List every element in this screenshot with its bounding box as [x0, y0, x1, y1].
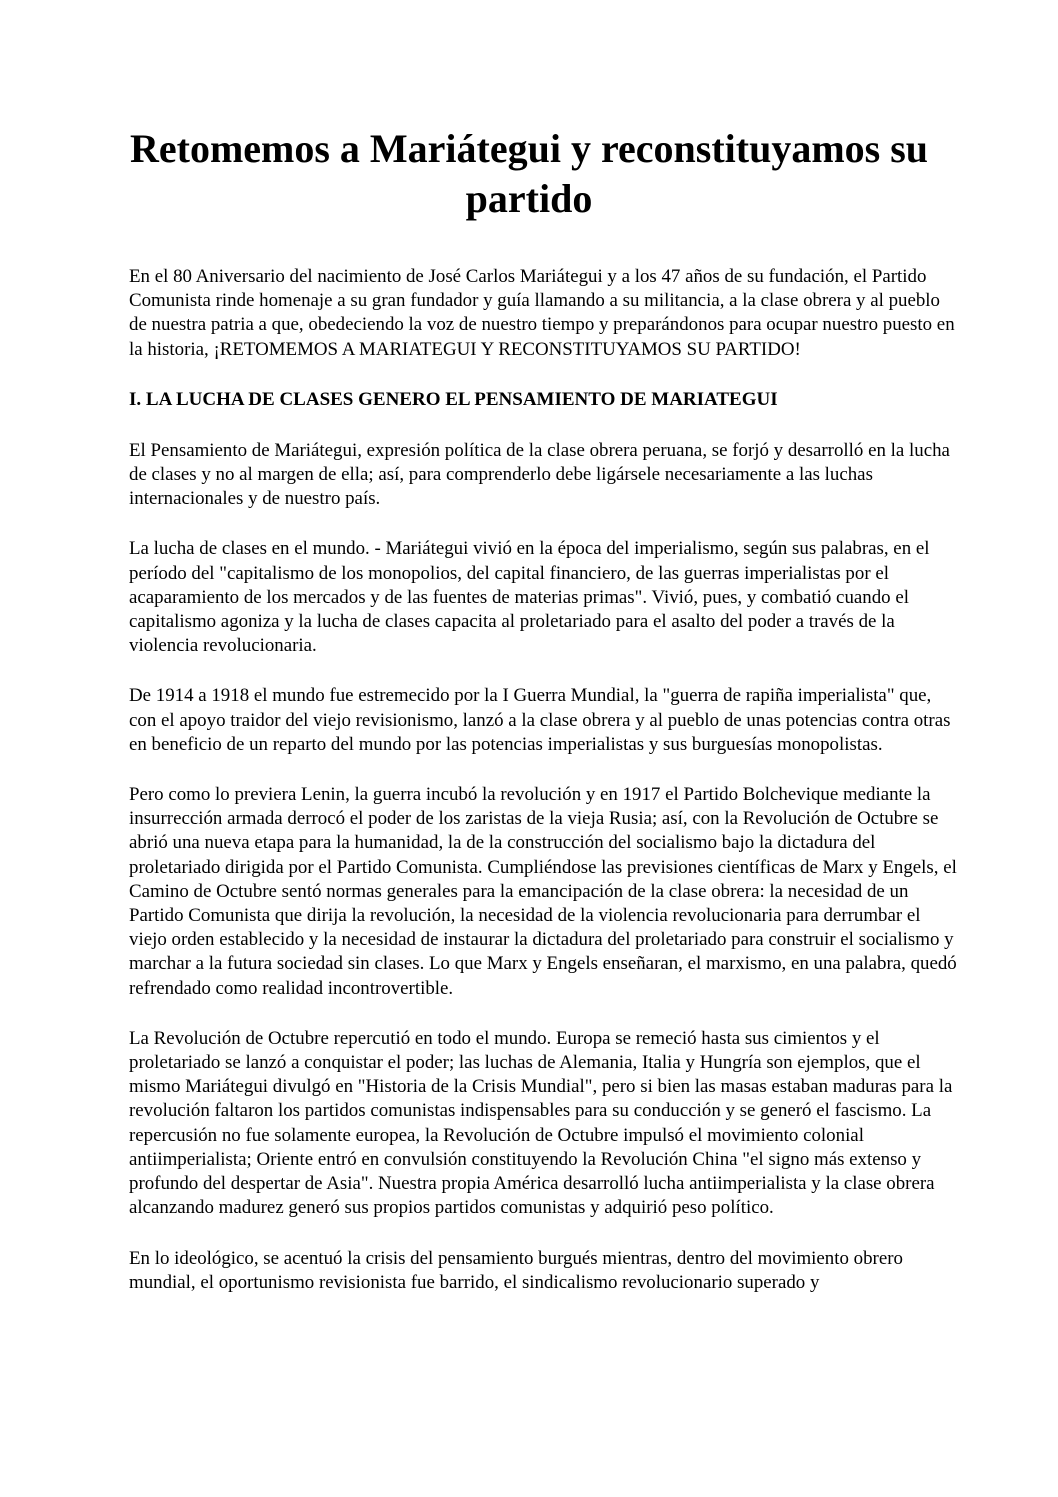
paragraph-pensamiento: El Pensamiento de Mariátegui, expresión política de la clase obrera peruana, se forjó y desarrolló en la lucha de clases y no al margen de ella; así, para comprenderlo debe ligársele necesariamente a las luchas internacionales y de nuestro país.: [129, 439, 950, 510]
paragraph-repercusion: La Revolución de Octubre repercutió en todo el mundo. Europa se remeció hasta sus cimientos y el proletariado se lanzó a conquistar el poder; las luchas de Alemania, Italia y Hungría son ejemplos, que el mismo Mariátegui divulgó en "Historia de la Crisis Mundial", pero si bien las masas estaban maduras para la revolución faltaron los partidos comunistas indispensables para su conducción y se generó el fascismo. La repercusión no fue solamente europea, la Revolución de Octubre impulsó el movimiento colonial antiimperialista; Oriente entró en convulsión constituyendo la Revolución China "el signo más extenso y profundo del despertar de Asia". Nuestra propia América desarrolló lucha antiimperialista y la clase obrera alcanzando madurez generó sus propios partidos comunistas y adquirió peso político.: [129, 1027, 953, 1219]
document-body: [129, 265, 957, 1321]
section-heading: I. LA LUCHA DE CLASES GENERO EL PENSAMIENTO DE MARIATEGUI: [129, 388, 778, 410]
paragraph-lucha-mundo: La lucha de clases en el mundo. - Mariátegui vivió en la época del imperialismo, según sus palabras, en el período del "capitalismo de los monopolios, del capital financiero, de las guerras imperialistas por el acaparamiento de los mercados y de las fuentes de materias primas". Vivió, pues, y combatió cuando el capitalismo agoniza y la lucha de clases capacita al proletariado para el asalto del poder a través de la violencia revolucionaria.: [129, 538, 930, 657]
document-title: Retomemos a Mariátegui y reconstituyamos su partido: [129, 126, 929, 221]
intro-paragraph: En el 80 Aniversario del nacimiento de José Carlos Mariátegui y a los 47 años de su fundación, el Partido Comunista rinde homenaje a su gran fundador y guía llamando a su militancia, a la clase obrera y al pueblo de nuestra patria a que, obedeciendo la voz de nuestro tiempo y preparándonos para ocupar nuestro puesto en la historia, ¡RETOMEMOS A MARIATEGUI Y RECONSTITUYAMOS SU PARTIDO!: [129, 266, 955, 360]
paragraph-ideologico: En lo ideológico, se acentuó la crisis del pensamiento burgués mientras, dentro del movimiento obrero mundial, el oportunismo revisionista fue barrido, el sindicalismo revolucionario superado y: [129, 1247, 903, 1293]
paragraph-guerra-mundial: De 1914 a 1918 el mundo fue estremecido por la I Guerra Mundial, la "guerra de rapiña imperialista" que, con el apoyo traidor del viejo revisionismo, lanzó a la clase obrera y al pueblo de unas potencias contra otras en beneficio de un reparto del mundo por las potencias imperialistas y sus burguesías monopolistas.: [129, 685, 951, 755]
paragraph-revolucion-octubre: Pero como lo previera Lenin, la guerra incubó la revolución y en 1917 el Partido Bolchevique mediante la insurrección armada derrocó el poder de los zaristas de la vieja Rusia; así, con la Revolución de Octubre se abrió una nueva etapa para la humanidad, la de la construcción del socialismo bajo la dictadura del proletariado dirigida por el Partido Comunista. Cumpliéndose las previsiones científicas de Marx y Engels, el Camino de Octubre sentó normas generales para la emancipación de la clase obrera: la necesidad de un Partido Comunista que dirija la revolución, la necesidad de la violencia revolucionaria para derrumbar el viejo orden establecido y la necesidad de instaurar la dictadura del proletariado para construir el socialismo y marchar a la futura sociedad sin clases. Lo que Marx y Engels enseñaran, el marxismo, en una palabra, quedó refrendado como realidad incontrovertible.: [129, 784, 957, 999]
